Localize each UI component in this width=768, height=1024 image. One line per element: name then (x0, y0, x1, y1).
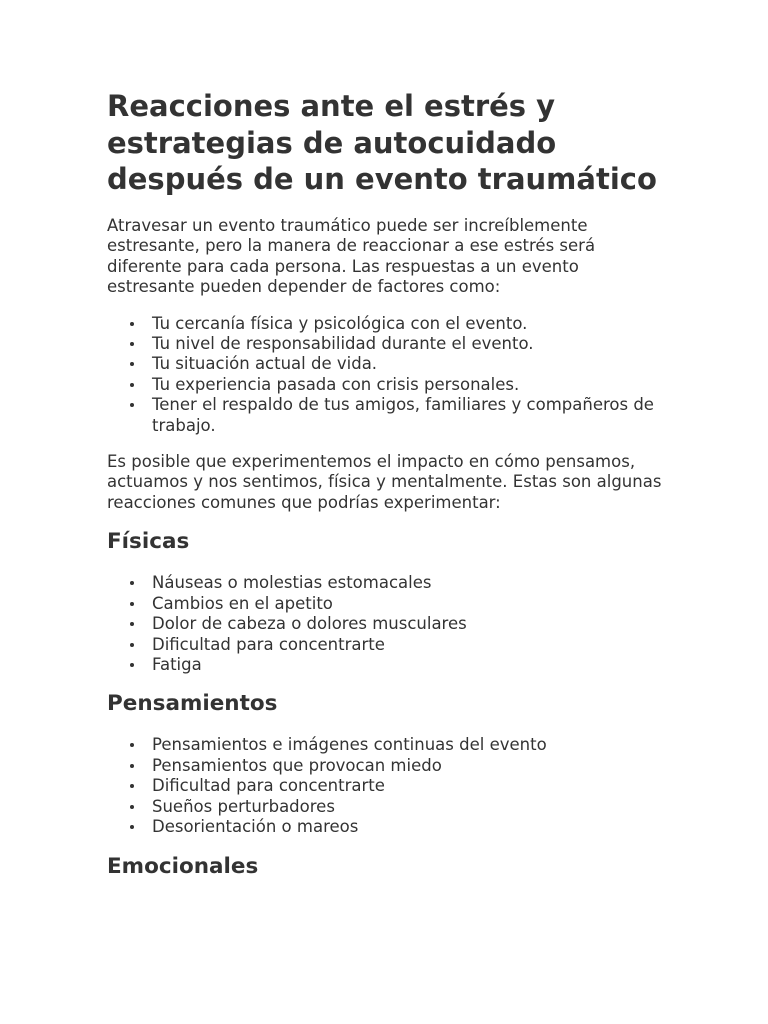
document-page (107, 88, 667, 898)
list-item: Tu cercanía física y psicológica con el evento. (152, 314, 667, 334)
list-item: Fatiga (152, 655, 667, 675)
pensamientos-list (107, 735, 667, 837)
list-item: Dificultad para concentrarte (152, 776, 667, 796)
reactions-intro-paragraph: Es posible que experimentemos el impacto en cómo pensamos, actuamos y nos sentimos, física y mentalmente. Estas son algunas reacciones comunes que podrías experimentar: (107, 451, 662, 512)
list-item: Dolor de cabeza o dolores musculares (152, 614, 667, 634)
list-item: Dificultad para concentrarte (152, 635, 667, 655)
list-item: Tu nivel de responsabilidad durante el evento. (152, 334, 667, 354)
list-item: Tener el respaldo de tus amigos, familiares y compañeros de trabajo. (152, 395, 667, 436)
factors-list (107, 314, 667, 436)
list-item: Náuseas o molestias estomacales (152, 573, 667, 593)
list-item: Pensamientos e imágenes continuas del evento (152, 735, 667, 755)
list-item: Tu experiencia pasada con crisis personales. (152, 375, 667, 395)
document-title: Reacciones ante el estrés y estrategias de autocuidado después de un evento traumático (107, 89, 657, 196)
intro-paragraph: Atravesar un evento traumático puede ser increíblemente estresante, pero la manera de reaccionar a ese estrés será diferente para cada persona. Las respuestas a un evento estresante pueden depender de factores como: (107, 215, 596, 296)
list-item: Tu situación actual de vida. (152, 354, 667, 374)
list-item: Cambios en el apetito (152, 594, 667, 614)
section-heading-emocionales: Emocionales (107, 853, 259, 879)
list-item: Desorientación o mareos (152, 817, 667, 837)
fisicas-list (107, 573, 667, 675)
list-item: Sueños perturbadores (152, 797, 667, 817)
section-heading-pensamientos: Pensamientos (107, 691, 278, 717)
list-item: Pensamientos que provocan miedo (152, 756, 667, 776)
section-heading-fisicas: Físicas (107, 529, 190, 555)
